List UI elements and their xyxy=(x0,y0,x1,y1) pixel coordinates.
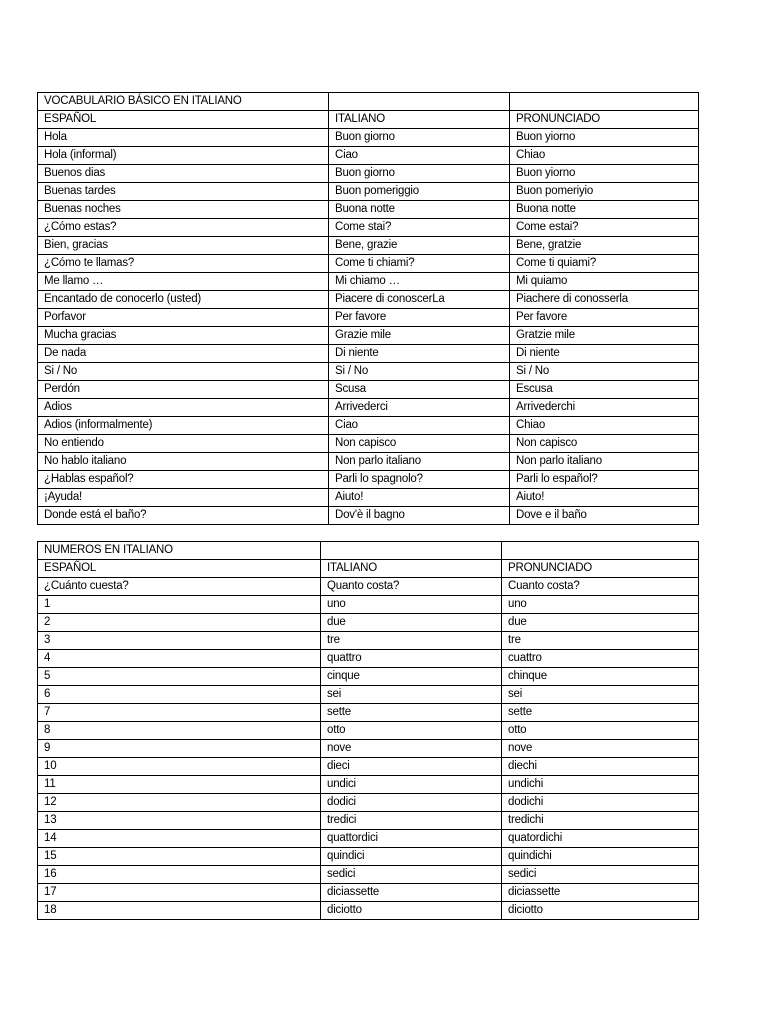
table-cell-espanol: Mucha gracias xyxy=(38,327,329,345)
table-cell-italiano: diciotto xyxy=(321,902,502,920)
table-row xyxy=(38,309,699,327)
table-row xyxy=(38,381,699,399)
table-cell-pronunciado: Cuanto costa? xyxy=(502,578,699,596)
table-cell-italiano: Bene, grazie xyxy=(329,237,510,255)
table-cell-pronunciado: Buona notte xyxy=(510,201,699,219)
table-cell-italiano: tredici xyxy=(321,812,502,830)
table-cell-espanol: Hola (informal) xyxy=(38,147,329,165)
table-cell-pronunciado: Escusa xyxy=(510,381,699,399)
table-cell-pronunciado: cuattro xyxy=(502,650,699,668)
table-cell-italiano: Dov'è il bagno xyxy=(329,507,510,525)
table-cell-espanol: 18 xyxy=(38,902,321,920)
table-cell-italiano: Non parlo italiano xyxy=(329,453,510,471)
table-cell-pronunciado: Come ti quiami? xyxy=(510,255,699,273)
numbers-table xyxy=(37,541,699,920)
table-cell-pronunciado: chinque xyxy=(502,668,699,686)
table-header-row xyxy=(38,560,699,578)
table-cell-espanol: 1 xyxy=(38,596,321,614)
table-row xyxy=(38,399,699,417)
table-cell-pronunciado: Come estai? xyxy=(510,219,699,237)
table-row xyxy=(38,812,699,830)
table-row xyxy=(38,453,699,471)
table-cell-espanol: Hola xyxy=(38,129,329,147)
table-cell-italiano: Non capisco xyxy=(329,435,510,453)
table-cell-pronunciado: Di niente xyxy=(510,345,699,363)
empty-cell xyxy=(329,93,510,111)
table-cell-espanol: No hablo italiano xyxy=(38,453,329,471)
table-cell-pronunciado: Piachere di conosserla xyxy=(510,291,699,309)
table-cell-espanol: 11 xyxy=(38,776,321,794)
table-cell-espanol: ¡Ayuda! xyxy=(38,489,329,507)
table-row xyxy=(38,650,699,668)
table-cell-italiano: due xyxy=(321,614,502,632)
column-header: ESPAÑOL xyxy=(38,111,329,129)
table-title: NUMEROS EN ITALIANO xyxy=(38,542,321,560)
table-cell-italiano: Buona notte xyxy=(329,201,510,219)
table-row xyxy=(38,327,699,345)
column-header: ESPAÑOL xyxy=(38,560,321,578)
table-cell-espanol: 10 xyxy=(38,758,321,776)
table-cell-espanol: Adios xyxy=(38,399,329,417)
table-cell-pronunciado: Chiao xyxy=(510,147,699,165)
table-row xyxy=(38,758,699,776)
table-cell-espanol: 9 xyxy=(38,740,321,758)
table-cell-espanol: Perdón xyxy=(38,381,329,399)
table-cell-pronunciado: undichi xyxy=(502,776,699,794)
table-cell-italiano: Ciao xyxy=(329,147,510,165)
table-cell-italiano: dieci xyxy=(321,758,502,776)
table-cell-espanol: No entiendo xyxy=(38,435,329,453)
table-row xyxy=(38,237,699,255)
table-row xyxy=(38,417,699,435)
table-cell-pronunciado: Bene, gratzie xyxy=(510,237,699,255)
table-row xyxy=(38,273,699,291)
table-header-row xyxy=(38,111,699,129)
table-row xyxy=(38,830,699,848)
table-cell-espanol: Buenas noches xyxy=(38,201,329,219)
table-row xyxy=(38,219,699,237)
table-cell-pronunciado: Non parlo italiano xyxy=(510,453,699,471)
table-cell-pronunciado: quindichi xyxy=(502,848,699,866)
table-cell-italiano: quattordici xyxy=(321,830,502,848)
table-cell-italiano: tre xyxy=(321,632,502,650)
table-cell-espanol: Buenos dias xyxy=(38,165,329,183)
table-row xyxy=(38,866,699,884)
table-title-row xyxy=(38,93,699,111)
table-cell-italiano: Come stai? xyxy=(329,219,510,237)
table-cell-italiano: Per favore xyxy=(329,309,510,327)
table-cell-italiano: Ciao xyxy=(329,417,510,435)
table-cell-italiano: nove xyxy=(321,740,502,758)
table-cell-italiano: sette xyxy=(321,704,502,722)
table-row xyxy=(38,578,699,596)
table-cell-pronunciado: sei xyxy=(502,686,699,704)
table-cell-italiano: Grazie mile xyxy=(329,327,510,345)
column-header: ITALIANO xyxy=(321,560,502,578)
table-cell-espanol: ¿Cómo te llamas? xyxy=(38,255,329,273)
table-cell-italiano: Buon giorno xyxy=(329,165,510,183)
table-row xyxy=(38,902,699,920)
table-cell-espanol: 6 xyxy=(38,686,321,704)
table-cell-pronunciado: Parli lo español? xyxy=(510,471,699,489)
table-cell-pronunciado: nove xyxy=(502,740,699,758)
table-cell-espanol: 14 xyxy=(38,830,321,848)
table-cell-espanol: Porfavor xyxy=(38,309,329,327)
table-row xyxy=(38,686,699,704)
table-cell-pronunciado: Buon yiorno xyxy=(510,129,699,147)
table-cell-espanol: De nada xyxy=(38,345,329,363)
column-header: ITALIANO xyxy=(329,111,510,129)
empty-cell xyxy=(502,542,699,560)
table-row xyxy=(38,363,699,381)
table-cell-espanol: ¿Cuánto cuesta? xyxy=(38,578,321,596)
vocab-table-body xyxy=(38,93,699,525)
table-cell-pronunciado: Gratzie mile xyxy=(510,327,699,345)
table-cell-espanol: 12 xyxy=(38,794,321,812)
table-row xyxy=(38,704,699,722)
table-cell-italiano: Mi chiamo … xyxy=(329,273,510,291)
table-row xyxy=(38,345,699,363)
table-cell-espanol: Buenas tardes xyxy=(38,183,329,201)
table-cell-pronunciado: Per favore xyxy=(510,309,699,327)
table-cell-italiano: otto xyxy=(321,722,502,740)
table-title: VOCABULARIO BÁSICO EN ITALIANO xyxy=(38,93,329,111)
table-cell-pronunciado: Buon yiorno xyxy=(510,165,699,183)
empty-cell xyxy=(321,542,502,560)
table-cell-italiano: Arrivederci xyxy=(329,399,510,417)
table-row xyxy=(38,722,699,740)
table-row xyxy=(38,183,699,201)
table-cell-pronunciado: Si / No xyxy=(510,363,699,381)
table-cell-italiano: undici xyxy=(321,776,502,794)
table-cell-pronunciado: uno xyxy=(502,596,699,614)
table-cell-espanol: 17 xyxy=(38,884,321,902)
table-cell-italiano: Buon pomeriggio xyxy=(329,183,510,201)
table-cell-espanol: Encantado de conocerlo (usted) xyxy=(38,291,329,309)
table-cell-espanol: Si / No xyxy=(38,363,329,381)
table-title-row xyxy=(38,542,699,560)
table-cell-espanol: 16 xyxy=(38,866,321,884)
table-cell-pronunciado: diciassette xyxy=(502,884,699,902)
table-cell-italiano: Si / No xyxy=(329,363,510,381)
table-cell-italiano: sei xyxy=(321,686,502,704)
table-cell-pronunciado: tredichi xyxy=(502,812,699,830)
table-cell-italiano: Buon giorno xyxy=(329,129,510,147)
table-row xyxy=(38,740,699,758)
table-row xyxy=(38,632,699,650)
table-cell-italiano: Aiuto! xyxy=(329,489,510,507)
table-cell-italiano: dodici xyxy=(321,794,502,812)
table-cell-italiano: quindici xyxy=(321,848,502,866)
table-cell-espanol: ¿Hablas español? xyxy=(38,471,329,489)
numbers-table-body xyxy=(38,542,699,920)
table-cell-pronunciado: Chiao xyxy=(510,417,699,435)
table-cell-italiano: diciassette xyxy=(321,884,502,902)
table-cell-pronunciado: quatordichi xyxy=(502,830,699,848)
table-cell-pronunciado: tre xyxy=(502,632,699,650)
table-cell-italiano: Scusa xyxy=(329,381,510,399)
table-cell-espanol: 3 xyxy=(38,632,321,650)
table-cell-espanol: ¿Cómo estas? xyxy=(38,219,329,237)
table-cell-pronunciado: otto xyxy=(502,722,699,740)
table-cell-italiano: Come ti chiami? xyxy=(329,255,510,273)
table-row xyxy=(38,884,699,902)
table-cell-espanol: 8 xyxy=(38,722,321,740)
table-cell-italiano: Quanto costa? xyxy=(321,578,502,596)
table-cell-pronunciado: sette xyxy=(502,704,699,722)
table-cell-italiano: quattro xyxy=(321,650,502,668)
table-cell-espanol: 4 xyxy=(38,650,321,668)
column-header: PRONUNCIADO xyxy=(510,111,699,129)
table-cell-espanol: Bien, gracias xyxy=(38,237,329,255)
table-row xyxy=(38,596,699,614)
table-cell-espanol: 5 xyxy=(38,668,321,686)
table-row xyxy=(38,614,699,632)
table-row xyxy=(38,776,699,794)
table-cell-pronunciado: Dove e il baño xyxy=(510,507,699,525)
table-cell-italiano: Di niente xyxy=(329,345,510,363)
table-row xyxy=(38,291,699,309)
table-row xyxy=(38,129,699,147)
table-cell-espanol: Donde está el baño? xyxy=(38,507,329,525)
table-cell-espanol: 2 xyxy=(38,614,321,632)
table-cell-pronunciado: Buon pomeriyio xyxy=(510,183,699,201)
vocab-table xyxy=(37,92,699,525)
empty-cell xyxy=(510,93,699,111)
table-cell-pronunciado: Mi quiamo xyxy=(510,273,699,291)
table-cell-espanol: Me llamo … xyxy=(38,273,329,291)
table-cell-espanol: 15 xyxy=(38,848,321,866)
table-cell-pronunciado: Non capisco xyxy=(510,435,699,453)
column-header: PRONUNCIADO xyxy=(502,560,699,578)
table-row xyxy=(38,147,699,165)
table-row xyxy=(38,201,699,219)
table-cell-espanol: 7 xyxy=(38,704,321,722)
table-row xyxy=(38,848,699,866)
table-cell-espanol: Adios (informalmente) xyxy=(38,417,329,435)
table-cell-pronunciado: diechi xyxy=(502,758,699,776)
table-row xyxy=(38,165,699,183)
table-cell-espanol: 13 xyxy=(38,812,321,830)
table-cell-pronunciado: Arrivederchi xyxy=(510,399,699,417)
table-row xyxy=(38,471,699,489)
table-cell-italiano: Piacere di conoscerLa xyxy=(329,291,510,309)
table-row xyxy=(38,489,699,507)
table-row xyxy=(38,435,699,453)
table-row xyxy=(38,794,699,812)
table-cell-italiano: uno xyxy=(321,596,502,614)
table-cell-italiano: Parli lo spagnolo? xyxy=(329,471,510,489)
table-cell-italiano: cinque xyxy=(321,668,502,686)
table-cell-italiano: sedici xyxy=(321,866,502,884)
table-row xyxy=(38,507,699,525)
table-row xyxy=(38,668,699,686)
table-cell-pronunciado: Aiuto! xyxy=(510,489,699,507)
table-cell-pronunciado: diciotto xyxy=(502,902,699,920)
table-cell-pronunciado: dodichi xyxy=(502,794,699,812)
table-cell-pronunciado: sedici xyxy=(502,866,699,884)
table-row xyxy=(38,255,699,273)
table-cell-pronunciado: due xyxy=(502,614,699,632)
